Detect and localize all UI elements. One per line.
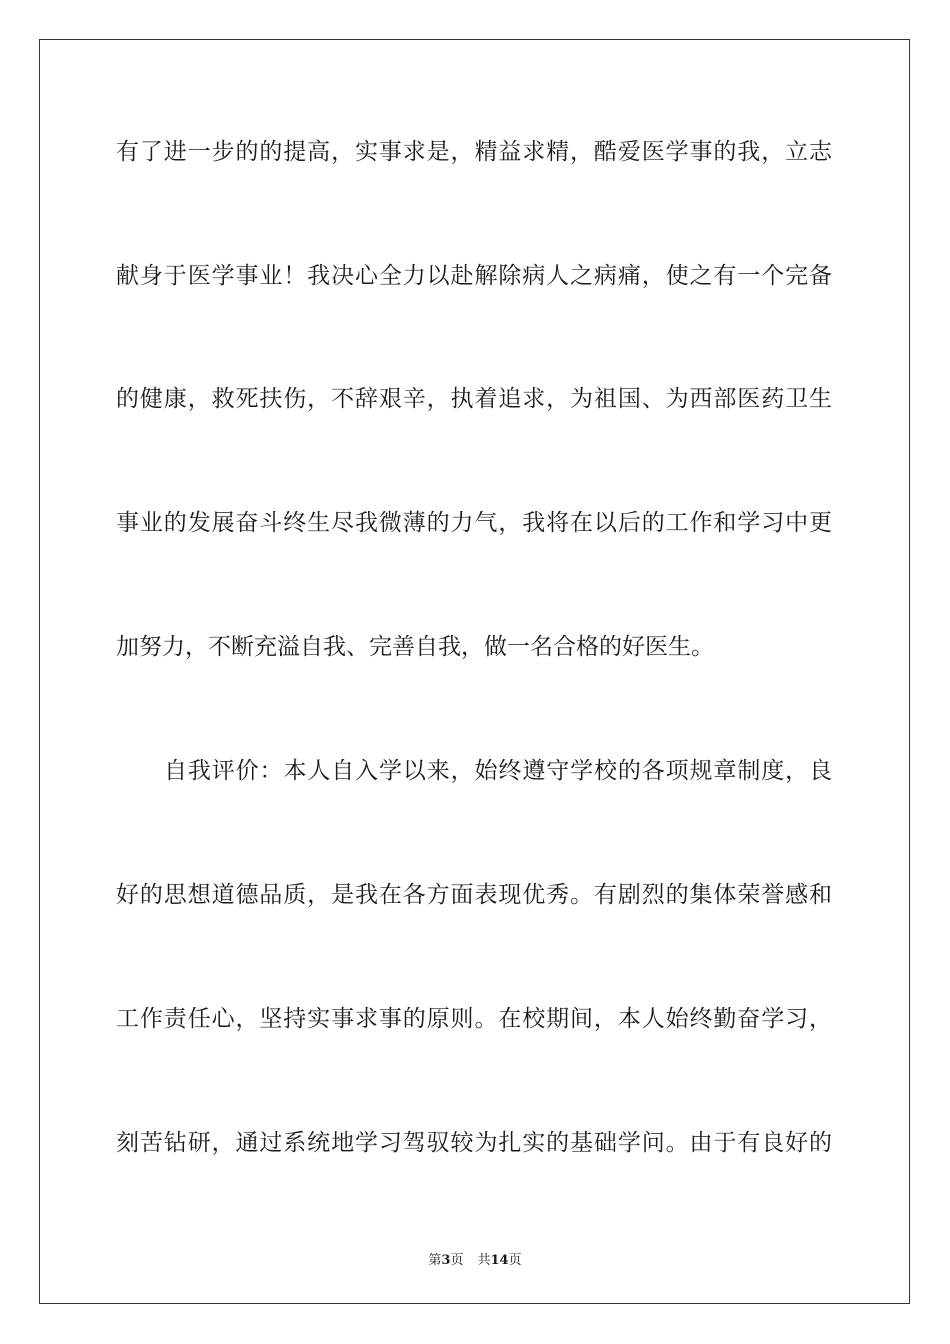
total-pages: 14	[490, 1253, 509, 1268]
body-text-line: 加努力，不断充溢自我、完善自我，做一名合格的好医生。	[116, 634, 714, 660]
page-number-suffix: 页	[450, 1253, 464, 1268]
total-pages-suffix: 页	[508, 1253, 522, 1268]
total-pages-prefix: 共	[477, 1253, 491, 1268]
page-number: 3	[441, 1253, 451, 1268]
body-text-line: 好的思想道德品质，是我在各方面表现优秀。有剧烈的集体荣誉感和	[116, 882, 832, 908]
body-text-line: 刻苦钻研，通过系统地学习驾驭较为扎实的基础学问。由于有良好的	[116, 1130, 832, 1156]
page-footer	[0, 1249, 950, 1268]
body-text-line: 工作责任心，坚持实事求事的原则。在校期间，本人始终勤奋学习，	[116, 1006, 832, 1032]
body-text-line: 的健康，救死扶伤，不辞艰辛，执着追求，为祖国、为西部医药卫生	[116, 386, 832, 412]
body-text-line: 自我评价：本人自入学以来，始终遵守学校的各项规章制度，良	[164, 758, 832, 784]
page-border	[39, 39, 910, 1304]
page-number-prefix: 第	[428, 1253, 442, 1268]
body-text-line: 有了进一步的的提高，实事求是，精益求精，酷爱医学事的我，立志	[116, 139, 832, 165]
body-text-line: 献身于医学事业！我决心全力以赴解除病人之病痛，使之有一个完备	[116, 263, 832, 289]
body-text-line: 事业的发展奋斗终生尽我微薄的力气，我将在以后的工作和学习中更	[116, 510, 832, 536]
